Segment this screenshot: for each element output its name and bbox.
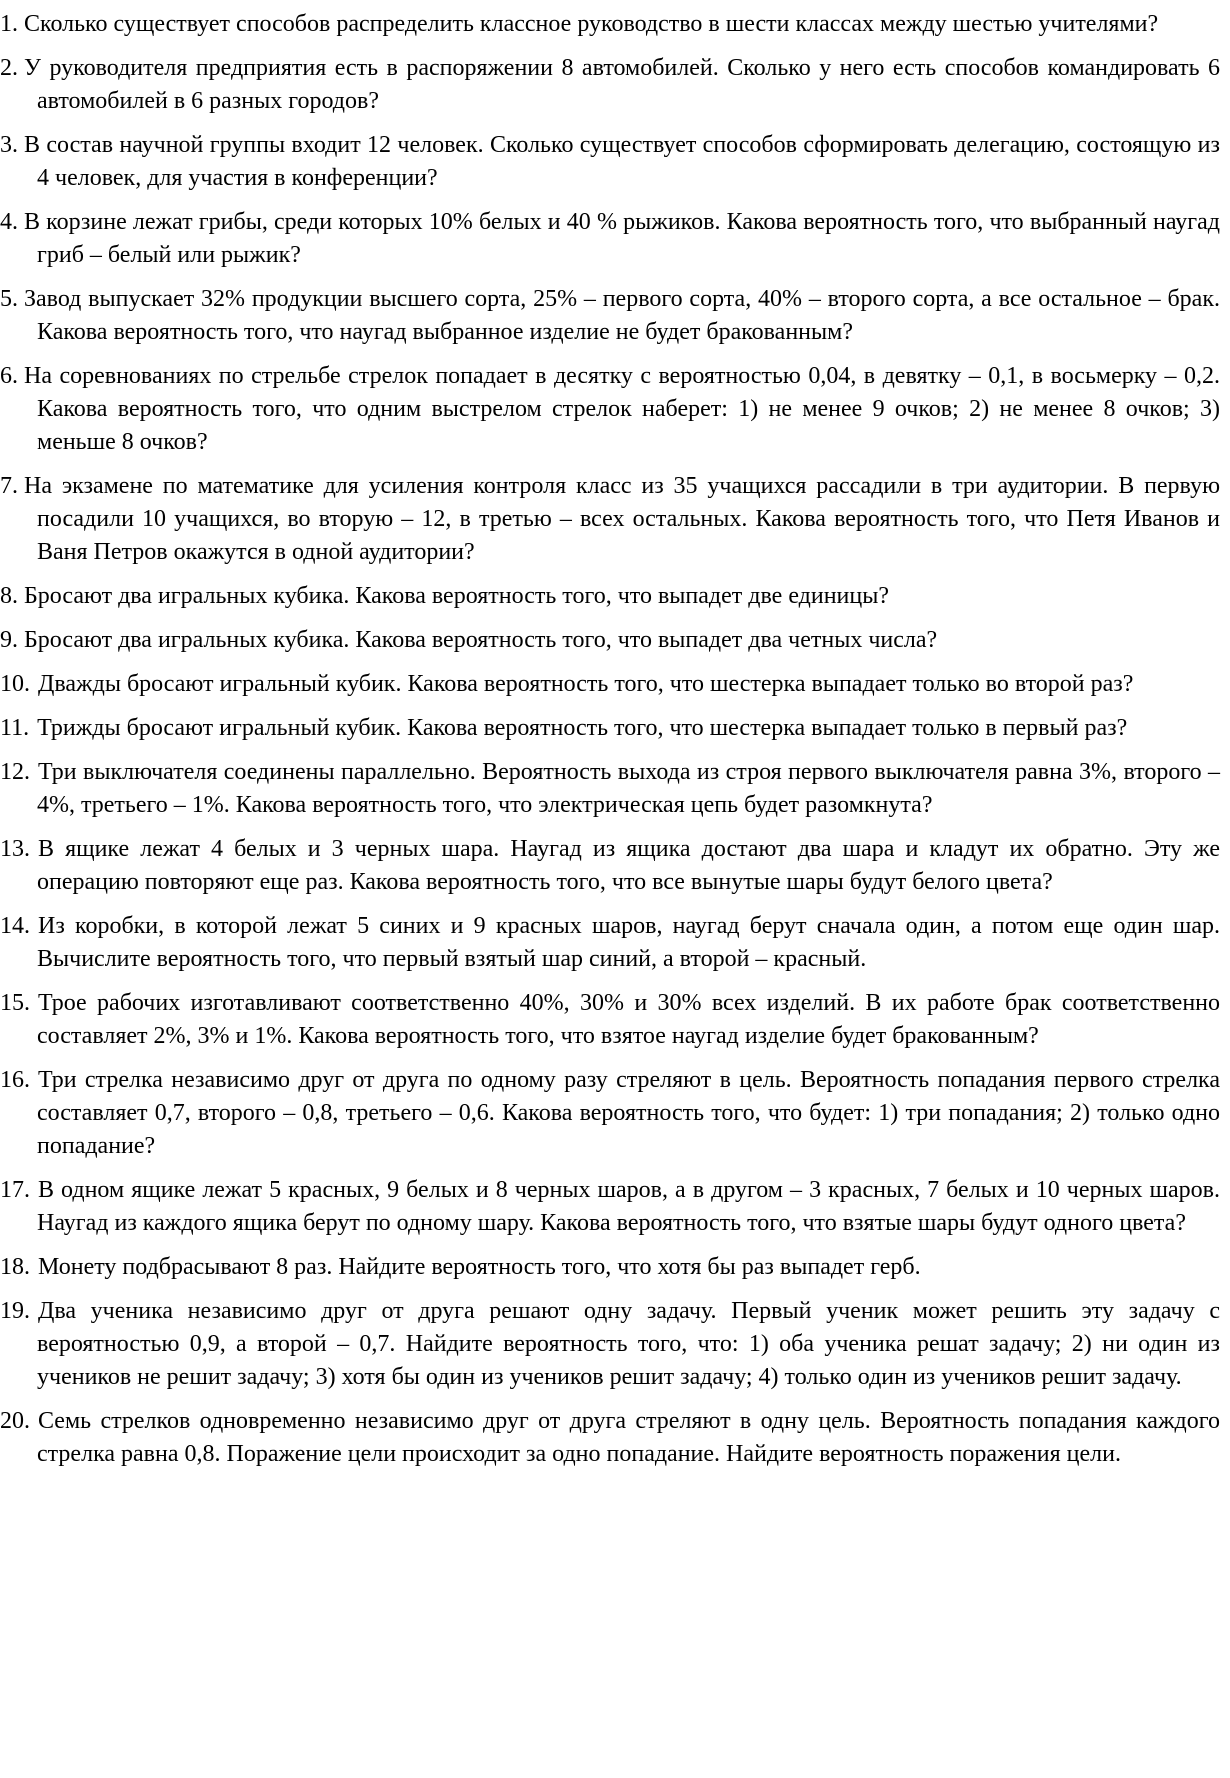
problem-item: [0, 360, 1220, 459]
problem-text: Два ученика независимо друг от друга решают одну задачу. Первый ученик может решить эту задачу с вероятностью 0,9, а второй – 0,7. Найдите вероятность того, что: 1) оба ученика решат задачу; 2) ни один из учеников не решит задачу; 3) хотя бы один из учеников решит задачу; 4) только один из учеников решит задачу.: [37, 1298, 1220, 1390]
problem-text: Сколько существует способов распределить классное руководство в шести классах между шестью учителями?: [24, 11, 1159, 37]
problem-text: У руководителя предприятия есть в распоряжении 8 автомобилей. Сколько у него есть способов командировать 6 автомобилей в 6 разных городов?: [24, 55, 1220, 114]
problem-number: 8.: [0, 583, 18, 609]
problem-item: [0, 1174, 1220, 1240]
problem-number: 9.: [0, 627, 18, 653]
problem-text: Три стрелка независимо друг от друга по одному разу стреляют в цель. Вероятность попадания первого стрелка составляет 0,7, второго – 0,8, третьего – 0,6. Какова вероятность того, что будет: 1) три попадания; 2) только одно попадание?: [37, 1067, 1220, 1159]
problem-number: 13.: [0, 836, 30, 862]
problem-text: На экзамене по математике для усиления контроля класс из 35 учащихся рассадили в три аудитории. В первую посадили 10 учащихся, во вторую – 12, в третью – всех остальных. Какова вероятность того, что Петя Иванов и Ваня Петров окажутся в одной аудитории?: [24, 473, 1220, 565]
problem-text: На соревнованиях по стрельбе стрелок попадает в десятку с вероятностью 0,04, в девятку – 0,1, в восьмерку – 0,2. Какова вероятность того, что одним выстрелом стрелок наберет: 1) не менее 9 очков; 2) не менее 8 очков; 3) меньше 8 очков?: [24, 363, 1220, 455]
problem-number: 7.: [0, 473, 18, 499]
problem-text: В корзине лежат грибы, среди которых 10% белых и 40 % рыжиков. Какова вероятность того, что выбранный наугад гриб – белый или рыжик?: [24, 209, 1220, 268]
problem-number: 10.: [0, 671, 30, 697]
problem-number: 5.: [0, 286, 18, 312]
problem-number: 14.: [0, 913, 30, 939]
problem-text: Три выключателя соединены параллельно. Вероятность выхода из строя первого выключателя равна 3%, второго – 4%, третьего – 1%. Какова вероятность того, что электрическая цепь будет разомкнута?: [37, 759, 1220, 818]
problem-text: Трижды бросают игральный кубик. Какова вероятность того, что шестерка выпадает только в первый раз?: [37, 715, 1128, 741]
problem-text: Завод выпускает 32% продукции высшего сорта, 25% – первого сорта, 40% – второго сорта, а все остальное – брак. Какова вероятность того, что наугад выбранное изделие не будет бракованным?: [24, 286, 1220, 345]
problem-item: [0, 833, 1220, 899]
problem-item: [0, 910, 1220, 976]
problem-text: В ящике лежат 4 белых и 3 черных шара. Наугад из ящика достают два шара и кладут их обратно. Эту же операцию повторяют еще раз. Какова вероятность того, что все вынутые шары будут белого цвета?: [37, 836, 1220, 895]
problem-text: В одном ящике лежат 5 красных, 9 белых и 8 черных шаров, а в другом – 3 красных, 7 белых и 10 черных шаров. Наугад из каждого ящика берут по одному шару. Какова вероятность того, что взятые шары будут одного цвета?: [37, 1177, 1220, 1236]
problem-number: 2.: [0, 55, 18, 81]
problem-number: 16.: [0, 1067, 30, 1093]
problem-number: 20.: [0, 1408, 30, 1434]
problem-text: В состав научной группы входит 12 человек. Сколько существует способов сформировать делегацию, состоящую из 4 человек, для участия в конференции?: [24, 132, 1220, 191]
problem-text: Семь стрелков одновременно независимо друг от друга стреляют в одну цель. Вероятность попадания каждого стрелка равна 0,8. Поражение цели происходит за одно попадание. Найдите вероятность поражения цели.: [37, 1408, 1220, 1467]
problem-item: [0, 987, 1220, 1053]
problem-item: [0, 52, 1220, 118]
problem-number: 6.: [0, 363, 18, 389]
problem-item: [0, 1405, 1220, 1471]
problem-number: 17.: [0, 1177, 30, 1203]
problem-number: 11.: [0, 715, 30, 741]
problem-item: [0, 712, 1220, 745]
problem-item: [0, 8, 1220, 41]
problem-number: 3.: [0, 132, 18, 158]
problem-item: [0, 668, 1220, 701]
problem-number: 1.: [0, 11, 18, 37]
problem-text: Дважды бросают игральный кубик. Какова вероятность того, что шестерка выпадает только во второй раз?: [38, 671, 1134, 697]
problem-number: 18.: [0, 1254, 30, 1280]
problem-list: [0, 8, 1220, 1482]
problem-number: 15.: [0, 990, 30, 1016]
problem-item: [0, 1251, 1220, 1284]
problem-text: Бросают два игральных кубика. Какова вероятность того, что выпадет два четных числа?: [24, 627, 938, 653]
problem-item: [0, 129, 1220, 195]
problem-item: [0, 283, 1220, 349]
problem-text: Из коробки, в которой лежат 5 синих и 9 красных шаров, наугад берут сначала один, а потом еще один шар. Вычислите вероятность того, что первый взятый шар синий, а второй – красный.: [37, 913, 1220, 972]
problem-item: [0, 580, 1220, 613]
problem-item: [0, 470, 1220, 569]
problem-item: [0, 206, 1220, 272]
problem-number: 12.: [0, 759, 30, 785]
problem-item: [0, 1295, 1220, 1394]
problem-item: [0, 1064, 1220, 1163]
problem-item: [0, 624, 1220, 657]
problem-text: Бросают два игральных кубика. Какова вероятность того, что выпадет две единицы?: [24, 583, 890, 609]
problem-text: Монету подбрасывают 8 раз. Найдите вероятность того, что хотя бы раз выпадет герб.: [38, 1254, 921, 1280]
problem-item: [0, 756, 1220, 822]
problem-number: 19.: [0, 1298, 30, 1324]
problem-number: 4.: [0, 209, 18, 235]
problem-text: Трое рабочих изготавливают соответственно 40%, 30% и 30% всех изделий. В их работе брак соответственно составляет 2%, 3% и 1%. Какова вероятность того, что взятое наугад изделие будет бракованным?: [37, 990, 1220, 1049]
